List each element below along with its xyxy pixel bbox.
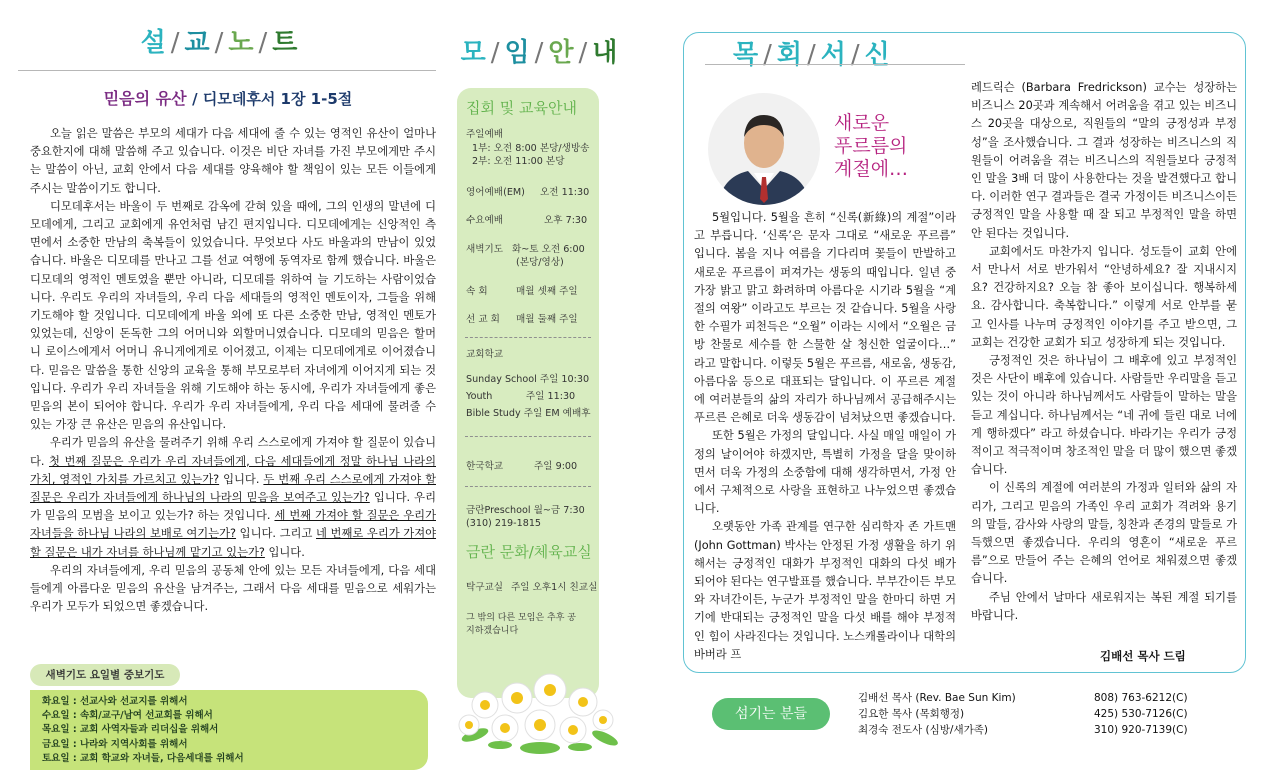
preschool-info: 금란Preschool 월~금 7:30 [466,505,585,516]
culture-section-title: 금란 문화/체육교실 [466,543,592,561]
english-service-label: 영어예배(EM) [466,187,525,198]
prayer-item: 금요일 : 나라와 지역사회를 위해서 [42,738,188,750]
mission-label: 선 교 회 [466,314,500,325]
dawn-prayer-label: 새벽기도 [466,244,504,255]
prayer-badge: 새벽기도 요일별 중보기도 [30,664,180,686]
servant-name: 김요한 목사 (목회행정) [858,708,965,720]
question-2-tail: 입니다. 우리가 믿음의 모범을 보이고 있는가? 하는 것입니다. [30,491,436,523]
daisy-flowers-decoration [455,650,625,760]
heading-char: 회 [776,40,805,70]
heading-char: 트 [272,28,300,58]
preschool-phone: (310) 219-1815 [466,518,542,529]
sermon-note-heading: 설 / 교 / 노 / 트 [140,28,300,58]
pastor-letter-heading: 목 / 회 / 서 / 신 [733,40,892,70]
subtitle-line: 새로운 [834,112,890,134]
sokhoe-time: 매월 셋째 주일 [516,286,578,297]
prayer-item: 목요일 : 교회 사역자들과 리더십을 위해서 [42,724,219,736]
servants-badge: 섬기는 분들 [712,698,830,730]
servant-phone: 310) 920-7139(C) [1094,724,1188,736]
divider [705,64,965,65]
letter-column-2 [971,79,1237,625]
sermon-title-main: 믿음의 유산 [103,89,187,108]
mission-time: 매월 둘째 주일 [516,314,578,325]
heading-char: 목 [733,40,761,70]
letter-paragraph: 레드릭슨 (Barbara Fredrickson) 교수는 성장하는 비즈니스 20곳과 계속해서 어려움을 겪고 있는 비즈니스 20곳을 대상으로, 직원들의 “말의 긍정성과 부정성”을 조사했습니다. 그 결과 성장하는 비즈니스의 직원들이 어려움을 겪는 비즈니스의 직원들보다 긍정적인 말을 3배 더 많이 사용한다는 것을 발견했다고 합니다. 이러한 연구 결과들은 결국 가정이든 비즈니스이든 긍정적인 말을 사용할 때 잘 되고 부정적인 말을 하면 안 된다는 것입니다. [971,81,1237,240]
question-3: 세 번째 가져야 할 질문은 우리가 자녀들을 하나님 나라의 보배로 여기는가? [30,509,436,541]
subtitle-line: 푸르름의 [834,135,908,157]
question-4: 네 번째로 우리가 가져야 할 질문은 내가 자녀를 하나님께 맡기고 있는가? [30,527,437,559]
questions-intro: 우리가 믿음의 유산을 물려주기 위해 우리 스스로에게 가져야 할 질문이 있습니다. [30,436,436,468]
heading-char: 임 [504,38,532,68]
other-meetings-note: 그 밖의 다른 모임은 추후 공지하겠습니다 [466,613,576,636]
dawn-prayer-note: (본당/영상) [516,257,564,268]
letter-paragraph: 주님 안에서 날마다 새로워지는 복된 계절 되기를 바랍니다. [971,590,1237,622]
heading-char: 안 [548,38,576,68]
heading-char: 서 [820,40,848,70]
wednesday-service-time: 오후 7:30 [544,215,588,226]
divider [465,486,591,487]
heading-char: 교 [184,28,212,58]
servant-phone: 808) 763-6212(C) [1094,692,1188,704]
prayer-item: 화요일 : 선교사와 선교지를 위해서 [42,696,188,707]
sokhoe-label: 속 회 [466,286,488,297]
church-school-label: 교회학교 [466,349,504,360]
servant-phone: 425) 530-7126(C) [1094,708,1188,720]
letter-signature: 김배선 목사 드림 [1100,649,1186,663]
question-2: 두 번째 우리 스스로에게 가져야 할 질문은 우리가 자녀들에게 하나님의 나라의 믿음을 보여주고 있는가? [30,472,436,505]
meeting-section-title: 집회 및 교육안내 [466,99,577,117]
letter-paragraph: 5월입니다. 5월을 흔히 “신록(新綠)의 계절”이라고 부릅니다. ‘신록’은 문자 그대로 “새로운 푸르름” 입니다. 봄을 지나 여름을 기다리며 꽃들이 만발하고 새로운 푸르름이 퍼져가는 생동의 때입니다. 일년 중 가장 밝고 맑고 화려하며 아름다운 시기라 5월을 “계절의 여왕” 이라고도 부르는 것 같습니다. 5월을 사랑한 수필가 피천득은 “오월” 이라는 시에서 “오월은 금방 찬물로 세수를 한 스물한 살 청신한 얼굴이다…” 라고 말합니다. 이렇듯 5월은 푸르름, 새로움, 생동감, 아름다움 등으로 대표되는 달입니다. 이 푸르른 계절에 여러분들의 삶의 자리가 하나님께서 공급해주시는 푸르른 은혜로 더욱 생동감이 넘쳐났으면 좋겠습니다. [694,211,956,425]
prayer-item: 토요일 : 교회 학교와 자녀들, 다음세대를 위해서 [42,752,244,764]
korean-school-time: 주일 9:00 [534,461,578,472]
sunday-service-2: 2부: 오전 11:00 본당 [472,156,565,167]
letter-column-1 [694,209,956,664]
sermon-paragraph-questions [30,434,436,561]
youth-time: Youth 주일 11:30 [466,391,576,402]
letter-subtitle [834,112,908,181]
heading-char: 모 [460,38,488,68]
divider [18,70,436,71]
sunday-service-label: 주일예배 [466,129,504,140]
prayer-item: 수요일 : 속회/교구/남여 선교회를 위해서 [42,710,213,722]
servant-name: 김배선 목사 (Rev. Bae Sun Kim) [858,692,1016,704]
question-1: 첫 번째 질문은 우리가 우리 자녀들에게, 다음 세대들에게 정말 하나님 나라의 가치, 영적인 가치를 가르치고 있는가? [30,454,436,486]
sermon-paragraph: 디모데후서는 바울이 두 번째로 감옥에 갇혀 있을 때에, 그의 인생의 말년에 디모데에게, 그리고 교회에게 유언처럼 남긴 편지입니다. 디모데에게는 신앙적인 측면에서 소중한 만남의 축복들이 있었습니다. 무엇보다 사도 바울과의 만남이 있었습니다. 바울은 디모데를 만나고 그를 선교 여행에 동역자로 함께 했습니다. 바울은 디모데의 영적인 멘토였을 뿐만 아니라, 디모데를 위하여 늘 기도하는 사람이었습니다. 우리도 우리의 자녀들의, 우리 다음 세대들의 영적인 멘토이자, 그들을 위해 기도해야 할 것입니다. 디모데에게 바울 외에 또 다른 소중한 만남, 영적인 멘토가 있었는데, 신앙이 돈독한 그의 어머니와 외할머니였습니다. 디모데의 믿음은 할머니 로이스에게서 어머니 유니게에게로 이어졌고, 이제는 디모데에게로 이어졌습니다. 믿음은 말씀을 통한 신앙의 교육을 통해 부모로부터 자녀에게 이어지게 되는 것입니다. 우리가 우리 자녀들을 위해 기도해야 하는 동시에, 우리가 자녀들에게 좋은 믿음의 본이 되어야 합니다. 우리가 우리 자녀들에게, 우리 다음 세대에 물려줄 수 있는 가장 큰 유산은 믿음의 유산입니다. [30,199,436,432]
wednesday-service-label: 수요예배 [466,215,504,226]
pingpong-label: 탁구교실 [466,582,504,593]
divider [465,337,591,338]
letter-paragraph: 긍정적인 것은 하나님이 그 배후에 있고 부정적인 것은 사단이 배후에 있습니다. 사람들만 우리말을 듣고 있는 것이 아니라 하나님께서도 사람들이 말하는 말을 듣고 계십니다. 하나님께서는 “네 귀에 들린 대로 너에게 행하겠다” 라고 하셨습니다. 바라기는 우리가 긍정적이고 적극적이며 창조적인 말을 더 많이 했으면 좋겠습니다. [971,354,1237,477]
servant-name: 최경숙 전도사 (심방/새가족) [858,724,988,736]
letter-paragraph: 이 신록의 계절에 여러분의 가정과 일터와 삶의 자리가, 그리고 믿음의 가족인 우리 교회가 격려와 용기의 말들, 감사와 사랑의 말들, 칭찬과 존경의 말들로 가득했으면 좋겠습니다. 우리의 영혼이 “새로운 푸르름”으로 만들어 주는 은혜의 언어로 채워졌으면 좋겠습니다. [971,481,1237,586]
letter-paragraph: 교회에서도 마찬가지 입니다. 성도들이 교회 안에서 만나서 서로 반가워서 “안녕하세요? 잘 지내시지요? 건강하지요? 오늘 참 좋아 보이십니다. 행복하세요. 감사합니다. 축복합니다.” 이렇게 서로 안부를 묻고 인사를 나누며 긍정적인 이야기를 주고 받으면, 그 교회는 건강한 교회가 되고 성장하게 되는 것입니다. [971,244,1237,349]
prayer-list [30,690,428,770]
bible-study: Bible Study 주일 EM 예배후 [466,408,591,419]
meeting-guide-heading: 모 / 임 / 안 / 내 [460,38,620,68]
answer-text: 입니다. 그리고 [239,527,313,541]
divider [465,436,591,437]
korean-school-label: 한국학교 [466,461,504,472]
sermon-title [0,86,456,109]
pingpong-time: 주일 오후1시 친교실 [511,582,598,593]
sermon-scripture: / 디모데후서 1장 1-5절 [192,90,353,108]
sermon-paragraph: 오늘 읽은 말씀은 부모의 세대가 다음 세대에 줄 수 있는 영적인 유산이 얼마나 중요한지에 대해 말씀해 주고 있습니다. 이것은 비단 자녀를 가진 부모에게만 주시는 말씀이 아닌, 교회 안에서 다음 세대를 양육해야 할 책임이 있는 모든 이들에게 주시는 말씀이기도 합니다. [30,127,436,195]
heading-char: 설 [140,28,168,58]
letter-paragraph: 오랫동안 가족 관계를 연구한 심리학자 존 가트맨(John Gottman) 박사는 안정된 가정 생활을 하기 위해서는 긍정적인 대화가 부정적인 대화의 다섯 배가 되어야 된다는 연구발표를 했습니다. 부부간이든 부모와 자녀간이든, 누군가 부정적인 말을 한마디 하면 거기에 반대되는 긍정적인 말을 다섯 배를 해야 부정적인 힘이 사라진다는 것입니다. 노스캐롤라이나 대학의 바버라 프 [694,520,956,661]
heading-char: 내 [592,38,620,68]
dawn-prayer-time: 화~토 오전 6:00 [512,244,585,255]
pastor-photo [708,93,820,205]
subtitle-line: 계절에… [834,158,909,180]
sermon-paragraph: 우리의 자녀들에게, 우리 믿음의 공동체 안에 있는 모든 자녀들에게, 다음 세대들에게 아름다운 믿음의 유산을 남겨주는, 그래서 다음 세대를 믿음으로 세워가는 우리가 모두가 되었으면 좋겠습니다. [30,563,436,614]
answer-text: 입니다. [223,472,260,486]
sermon-body [30,125,436,616]
heading-char: 노 [228,28,256,58]
answer-text: 입니다. [268,545,305,559]
sunday-school: Sunday School 주일 10:30 [466,374,590,385]
heading-char: 신 [864,40,892,70]
letter-paragraph: 또한 5월은 가정의 달입니다. 사실 매일 매일이 가정의 날이어야 하겠지만, 특별히 가정을 달을 맞이하면서 더욱 가정의 소중함에 대해 생각하면서, 가정 안에서 구체적으로 사랑을 표현하고 나누었으면 좋겠습니다. [694,429,956,516]
sunday-service-1: 1부: 오전 8:00 본당/생방송 [472,143,590,154]
english-service-time: 오전 11:30 [540,187,590,198]
